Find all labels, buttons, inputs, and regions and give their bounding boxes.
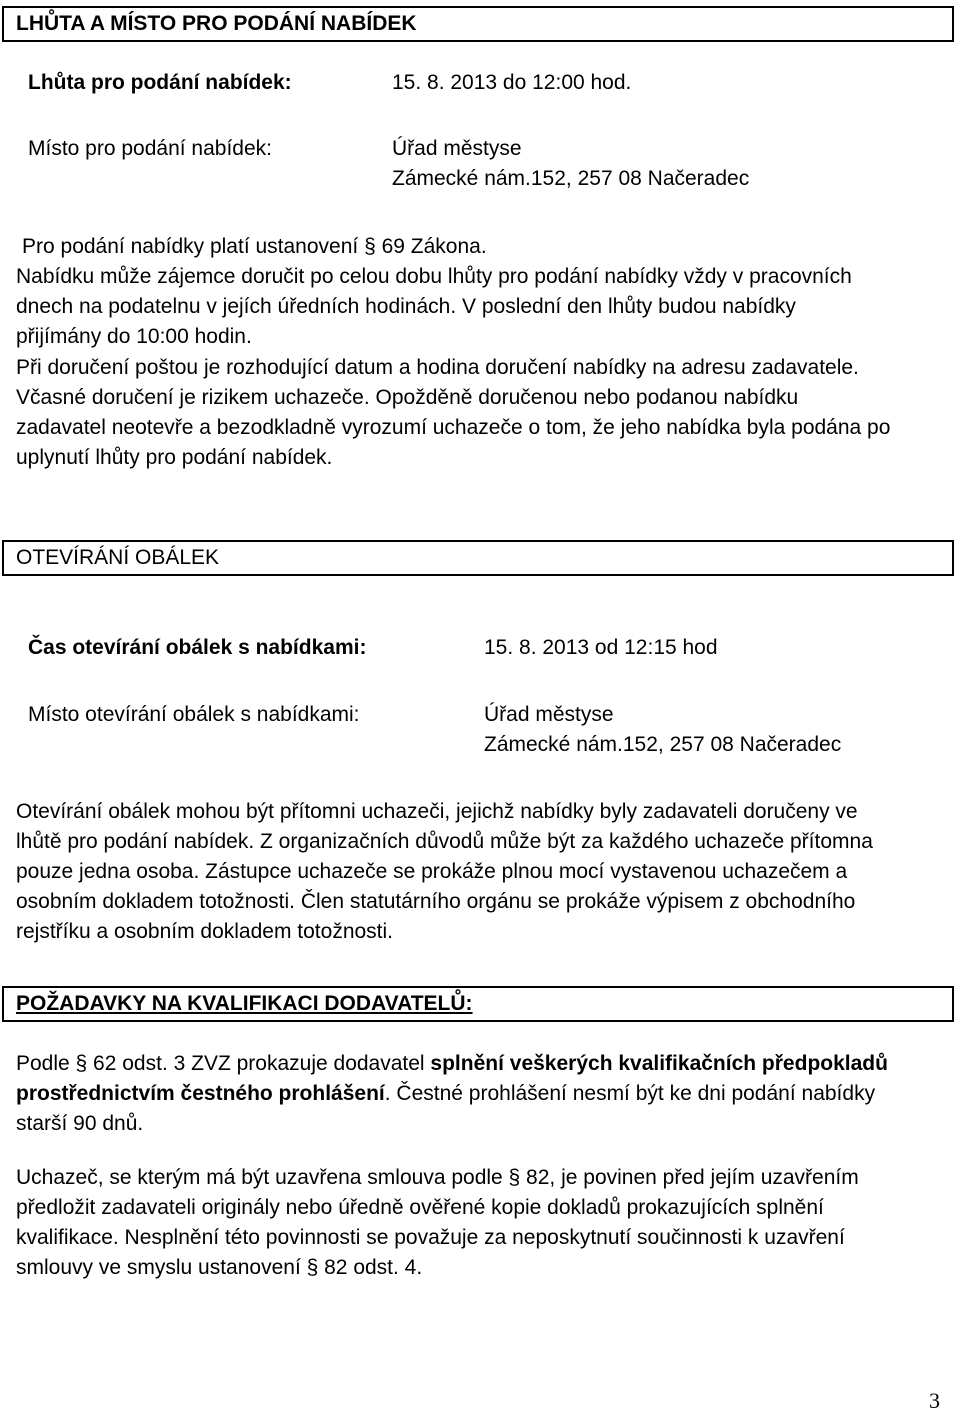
text-run: Podle § 62 odst. 3 ZVZ prokazuje dodavatel — [16, 1052, 431, 1075]
opening-time-label: Čas otevírání obálek s nabídkami: — [28, 636, 367, 659]
text-run-bold: prostřednictvím čestného prohlášení — [16, 1082, 385, 1105]
paragraph-line: smlouvy ve smyslu ustanovení § 82 odst. 4. — [16, 1256, 423, 1279]
paragraph-line: Uchazeč, se kterým má být uzavřena smlouva podle § 82, je povinen před jejím uzavřením — [16, 1166, 859, 1189]
section-heading-text: POŽADAVKY NA KVALIFIKACI DODAVATELŮ: — [16, 992, 473, 1015]
qualification-paragraph-line — [16, 1049, 888, 1079]
paragraph-line: uplynutí lhůty pro podání nabídek. — [16, 446, 333, 469]
paragraph-line: pouze jedna osoba. Zástupce uchazeče se prokáže plnou mocí vystavenou uchazečem a — [16, 860, 848, 883]
section-heading-deadline — [2, 6, 954, 42]
paragraph-line: zadavatel neotevře a bezodkladně vyrozumí uchazeče o tom, že jeho nabídka byla podána po — [16, 416, 891, 439]
text-run: . Čestné prohlášení nesmí být ke dni podání nabídky — [384, 1082, 876, 1105]
paragraph-line: Včasné doručení je rizikem uchazeče. Opožděně doručenou nebo podanou nabídku — [16, 386, 799, 409]
deadline-value: 15. 8. 2013 do 12:00 hod. — [392, 71, 632, 94]
opening-place-line2: Zámecké nám.152, 257 08 Načeradec — [484, 733, 842, 756]
deadline-label: Lhůta pro podání nabídek: — [28, 71, 292, 94]
text-run-bold: splnění veškerých kvalifikačních předpokladů — [430, 1052, 888, 1075]
section-heading-qualification — [2, 986, 954, 1022]
paragraph-line: rejstříku a osobním dokladem totožnosti. — [16, 920, 394, 943]
paragraph-line: dnech na podatelnu v jejích úředních hodinách. V poslední den lhůty budou nabídky — [16, 295, 796, 318]
section-heading-opening — [2, 540, 954, 576]
section-heading-text: LHŮTA A MÍSTO PRO PODÁNÍ NABÍDEK — [16, 12, 417, 35]
paragraph-line: kvalifikace. Nesplnění této povinnosti se považuje za neposkytnutí součinnosti k uzavření — [16, 1226, 845, 1249]
section-heading-text: OTEVÍRÁNÍ OBÁLEK — [16, 546, 220, 569]
opening-time-value: 15. 8. 2013 od 12:15 hod — [484, 636, 718, 659]
paragraph-line: osobním dokladem totožnosti. Člen statutárního orgánu se prokáže výpisem z obchodního — [16, 890, 856, 913]
submission-place-line2: Zámecké nám.152, 257 08 Načeradec — [392, 167, 750, 190]
paragraph-line: Nabídku může zájemce doručit po celou dobu lhůty pro podání nabídky vždy v pracovních — [16, 265, 852, 288]
submission-place-label: Místo pro podání nabídek: — [28, 137, 272, 160]
qualification-paragraph-line: starší 90 dnů. — [16, 1112, 144, 1135]
paragraph-line: předložit zadavateli originály nebo úředně ověřené kopie dokladů prokazujících splnění — [16, 1196, 824, 1219]
opening-place-line1: Úřad městyse — [484, 703, 614, 726]
paragraph-line: lhůtě pro podání nabídek. Z organizačních důvodů může být za každého uchazeče přítomna — [16, 830, 873, 853]
qualification-paragraph-line — [16, 1079, 875, 1109]
page-number: 3 — [929, 1388, 940, 1413]
paragraph-line: přijímány do 10:00 hodin. — [16, 325, 252, 348]
paragraph-line: Otevírání obálek mohou být přítomni uchazeči, jejichž nabídky byly zadavateli doručeny ve — [16, 800, 858, 823]
submission-place-line1: Úřad městyse — [392, 137, 522, 160]
paragraph-line: Při doručení poštou je rozhodující datum a hodina doručení nabídky na adresu zadavatele. — [16, 356, 859, 379]
paragraph-line: Pro podání nabídky platí ustanovení § 69 Zákona. — [22, 235, 487, 258]
opening-place-label: Místo otevírání obálek s nabídkami: — [28, 703, 360, 726]
